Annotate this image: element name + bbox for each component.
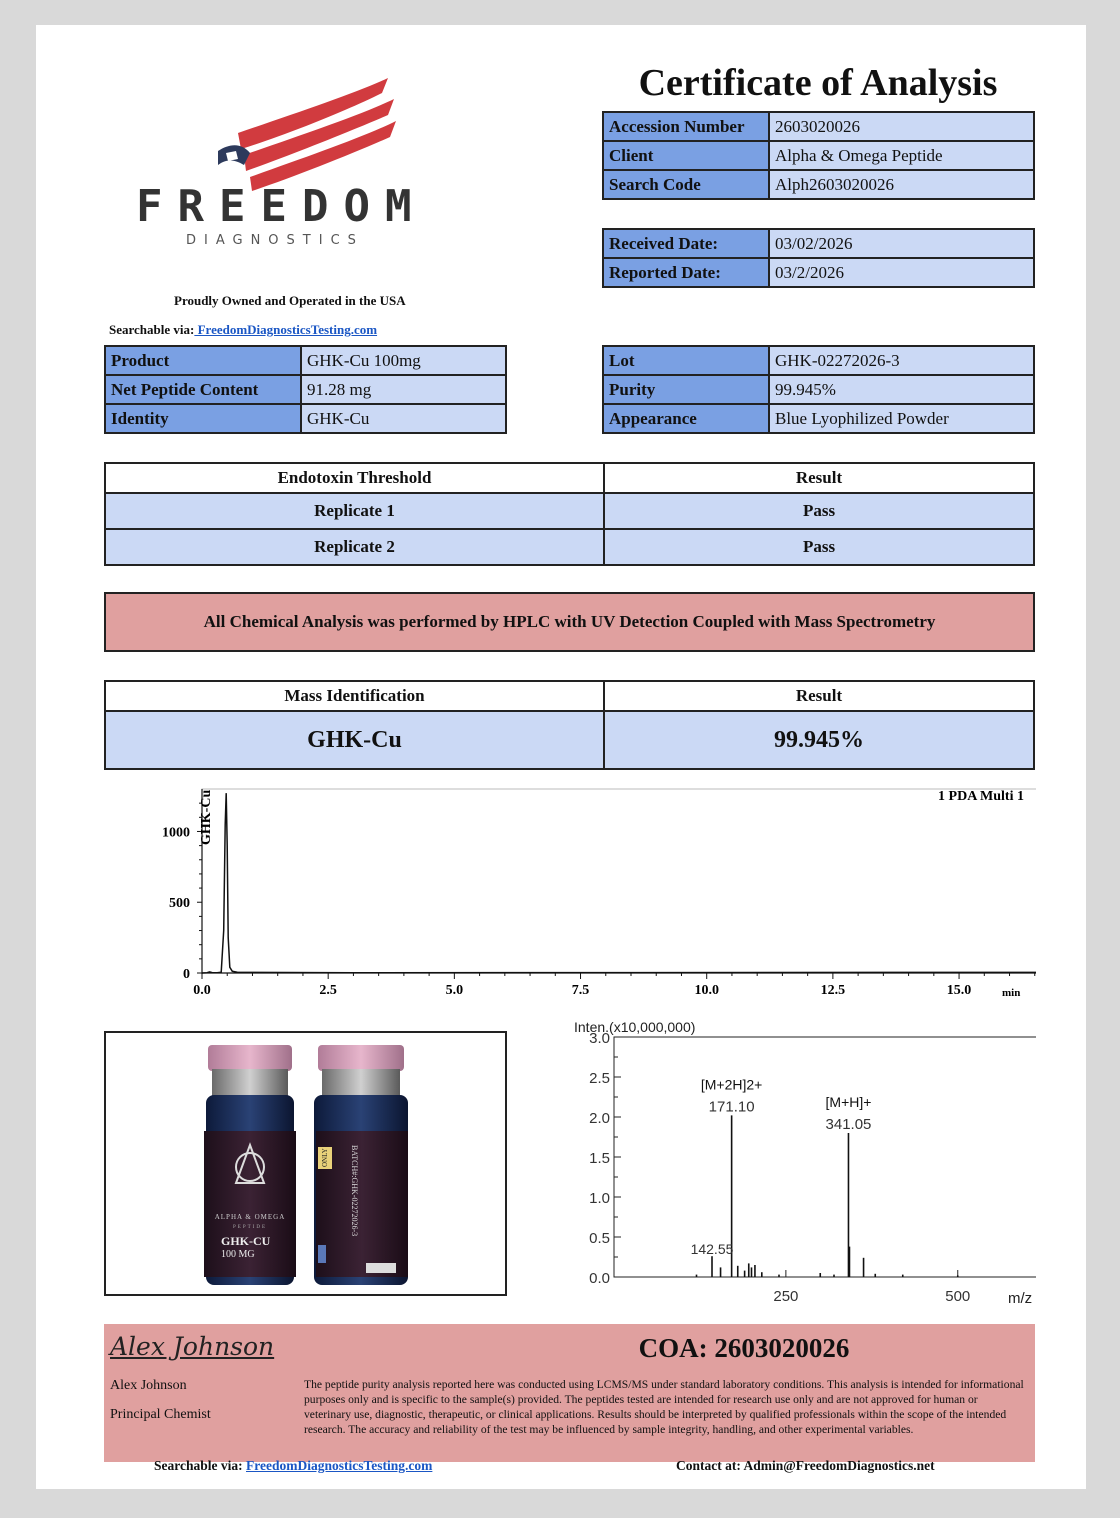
endotoxin-head (105, 463, 1034, 493)
hplc-x-tick-label: 15.0 (946, 983, 972, 998)
footer-search-link[interactable]: FreedomDiagnosticsTesting.com (246, 1458, 433, 1473)
hplc-legend: 1 PDA Multi 1 (938, 789, 1024, 804)
lot-row (603, 404, 1034, 433)
hplc-trace (202, 793, 1036, 973)
ms-x-label: m/z (1008, 1290, 1033, 1307)
ms-y-label: Inten.(x10,000,000) (574, 1019, 696, 1035)
hplc-x-tick-label: 10.0 (694, 983, 719, 998)
accession-table (602, 111, 1035, 200)
hplc-y-tick-label: 0 (183, 967, 190, 982)
hplc-axes (162, 789, 1036, 998)
row-label: Product (105, 346, 301, 375)
vial-brand: ALPHA & OMEGA (214, 1213, 286, 1221)
hplc-x-tick-label: 2.5 (319, 983, 337, 998)
row-value: 2603020026 (769, 112, 1034, 141)
row-label: Identity (105, 404, 301, 433)
ms-x-tick-label: 250 (773, 1288, 799, 1305)
hplc-x-label: min (1002, 987, 1021, 999)
hplc-plot-frame (202, 789, 1036, 973)
ms-mz-label: 341.05 (825, 1116, 872, 1133)
mass-result: 99.945% (604, 711, 1034, 769)
ms-y-tick-label: 2.5 (589, 1070, 610, 1087)
row-label: Accession Number (603, 112, 769, 141)
disclaimer: The peptide purity analysis reported here was conducted using LCMS/MS under standard laboratory conditions. This analysis is intended for informational purposes only and is specific to the sample(s) provided. The peptides tested are intended for research use only and are not approved for human or veterinary use, diagnostic, therapeutic, or clinical applications. Results should be interpreted by qualified professionals within the scope of the intended research. The accuracy and reliability of the test may be influenced by sample integrity, handling, and other experimental variables. (304, 1378, 1024, 1436)
row-value: 03/2/2026 (769, 258, 1034, 287)
endotoxin-table (104, 462, 1035, 566)
row-value: GHK-Cu 100mg (301, 346, 506, 375)
footer-search (154, 1458, 432, 1474)
signature: Alex Johnson (110, 1332, 275, 1361)
footer-contact: Contact at: Admin@FreedomDiagnostics.net (676, 1458, 935, 1473)
row-label: Search Code (603, 170, 769, 199)
accession-row (603, 141, 1034, 170)
row-value: GHK-Cu (301, 404, 506, 433)
row-label: Client (603, 141, 769, 170)
head-right: Result (604, 463, 1034, 493)
product-row (105, 346, 506, 375)
row-value: Alph2603020026 (769, 170, 1034, 199)
hplc-x-tick-label: 0.0 (193, 983, 211, 998)
mass-table (104, 680, 1035, 770)
hplc-x-tick-label: 12.5 (820, 983, 846, 998)
accession-row (603, 170, 1034, 199)
mass-head (105, 681, 1034, 711)
chemist-role: Principal Chemist (110, 1407, 211, 1422)
replicate-name: Replicate 2 (105, 529, 604, 565)
product-table (104, 345, 507, 434)
replicate-name: Replicate 1 (105, 493, 604, 529)
vial-dose: 100 MG (221, 1249, 255, 1260)
lot-row (603, 375, 1034, 404)
ms-mz-label: 171.10 (708, 1098, 755, 1116)
ms-x-tick-label: 500 (945, 1288, 971, 1305)
searchable-label: Searchable via: (109, 322, 195, 337)
product-row (105, 375, 506, 404)
dates-row (603, 229, 1034, 258)
ms-annotations (691, 1076, 872, 1257)
coa-number: COA: 2603020026 (638, 1333, 850, 1363)
ms-peaks (697, 1115, 958, 1277)
page-title: Certificate of Analysis (638, 62, 998, 104)
replicate-result: Pass (604, 493, 1034, 529)
dates-row (603, 258, 1034, 287)
hplc-y-tick-label: 500 (169, 896, 190, 912)
ms-axes (589, 1030, 1036, 1305)
brand-logo (126, 73, 446, 263)
signature-block (104, 1324, 1035, 1462)
certificate-page (36, 25, 1086, 1489)
ms-y-tick-label: 3.0 (589, 1030, 610, 1047)
method-banner: All Chemical Analysis was performed by HPLC with UV Detection Coupled with Mass Spectrometry (104, 592, 1035, 652)
hplc-x-tick-label: 7.5 (571, 983, 590, 998)
brand-sub: DIAGNOSTICS (186, 233, 364, 248)
ms-y-tick-label: 0.5 (589, 1230, 610, 1247)
hplc-chromatogram (96, 783, 1036, 1017)
hplc-peak-label: GHK-Cu (199, 789, 214, 845)
vial-photo-frame (104, 1031, 507, 1296)
tagline: Proudly Owned and Operated in the USA (174, 293, 406, 308)
row-label: Received Date: (603, 229, 769, 258)
row-value: 03/02/2026 (769, 229, 1034, 258)
table-row (105, 711, 1034, 769)
ms-y-tick-label: 1.5 (589, 1150, 610, 1167)
replicate-result: Pass (604, 529, 1034, 565)
ms-ion-label: [M+2H]2+ (700, 1076, 763, 1093)
ms-ion-label: [M+H]+ (825, 1094, 872, 1110)
vial-photo (106, 1033, 505, 1294)
searchable-link[interactable]: FreedomDiagnosticsTesting.com (194, 322, 378, 337)
vial-sub: PEPTIDE (233, 1225, 267, 1230)
dates-table (602, 228, 1035, 288)
hplc-y-tick-label: 1000 (162, 825, 190, 841)
ms-y-tick-label: 0.0 (589, 1270, 610, 1287)
footer-search-label: Searchable via: (154, 1458, 246, 1473)
row-label: Appearance (603, 404, 769, 433)
row-value: 99.945% (769, 375, 1034, 404)
head-left: Endotoxin Threshold (105, 463, 604, 493)
row-label: Purity (603, 375, 769, 404)
hplc-x-tick-label: 5.0 (445, 983, 464, 998)
table-row (105, 493, 1034, 529)
vial-product: GHK-CU (221, 1234, 271, 1248)
vial-tag: ONLY (321, 1148, 329, 1167)
row-value: 91.28 mg (301, 375, 506, 404)
mass-spectrum (536, 1017, 1036, 1311)
head-left: Mass Identification (105, 681, 604, 711)
row-value: Blue Lyophilized Powder (769, 404, 1034, 433)
row-value: Alpha & Omega Peptide (769, 141, 1034, 170)
row-value: GHK-02272026-3 (769, 346, 1034, 375)
accession-row (603, 112, 1034, 141)
row-label: Lot (603, 346, 769, 375)
row-label: Net Peptide Content (105, 375, 301, 404)
ms-y-tick-label: 1.0 (589, 1190, 610, 1207)
lot-table (602, 345, 1035, 434)
product-row (105, 404, 506, 433)
lot-row (603, 346, 1034, 375)
mass-name: GHK-Cu (105, 711, 604, 769)
table-row (105, 529, 1034, 565)
searchable-header (109, 322, 377, 338)
brand-name: FREEDOM (136, 181, 427, 232)
ms-y-tick-label: 2.0 (589, 1110, 610, 1127)
ms-plot-frame (614, 1037, 1036, 1277)
chemist-name: Alex Johnson (110, 1378, 187, 1393)
head-right: Result (604, 681, 1034, 711)
vial-batch: BATCH#:GHK-02272026-3 (350, 1145, 359, 1237)
ms-mz-label: 142.55 (690, 1241, 734, 1258)
row-label: Reported Date: (603, 258, 769, 287)
